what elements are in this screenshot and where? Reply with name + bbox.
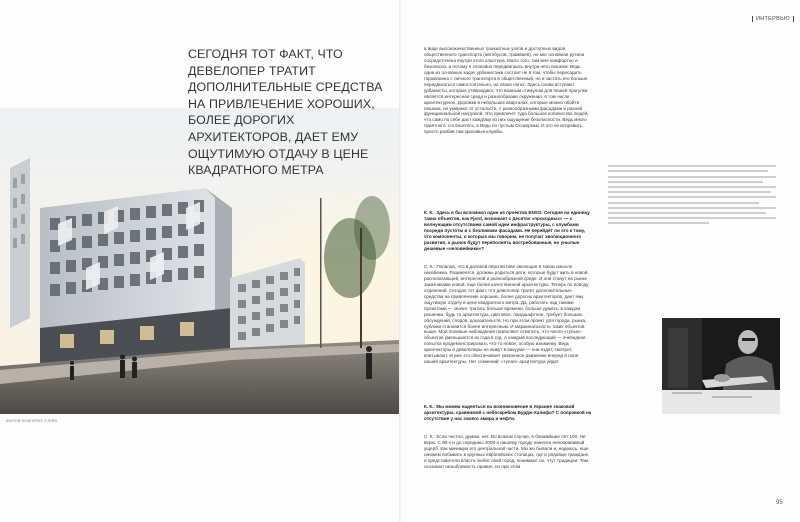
text-line bbox=[608, 222, 709, 224]
interviewee-portrait bbox=[662, 318, 780, 414]
article-column-right bbox=[608, 162, 776, 227]
text-line bbox=[608, 176, 776, 178]
interview-question: К. К.: Здесь я бы вспомнил один из проектов ENSO. Сегодня на единицу таких объектов, как Fjord, возникает с десяток «проходных» — с волнующим отсутствием самой идеи инфраструктуры, с клумбами посреди пустоты и с безликими фасадами. Не перейдет ли это к тому, что компоненты, о которых мы говорим, не получат эволюционного развития, а рынок будут переполнять востребованные, но унылые дешевые «человейники»? bbox=[424, 210, 590, 251]
page-spine bbox=[399, 0, 401, 522]
text-line bbox=[608, 170, 768, 172]
text-line bbox=[608, 202, 759, 204]
paragraph: в виде высококачественных транзитных узлов и доступных видов общественного транспорта (автобусов, трамваев), но мог основная рутина сосредоточена внутри этого кластера. Мало того, там мне комфортно и безопасно, и потому я спокойно передвигаюсь внутри него пешком. Ведь одна из основных задач урбанистики состоит не в том, чтобы пересадить горожанина с личного транспорта в общественный, но и застать его больше передвигаться самостоятельно, на своих ногах. Здесь снова вступают урбанисты, которые утверждают, что важным стимулом для пешей прогулки является интересная среда и разнообразие окружения, в том числе архитектурное. Дорожки в небольших кварталах, которые можно обойти пешком, не умирают от усталости, с разнообразными фасадами и разной функциональной нагрузкой. Это привлечет туда большое количество людей, что само по себе даст каждому из них ощущение безопасности. Ведь много приятного, согласитесь, в Ведь по пустым Осокоркам. И это не исправить, просто разбив там красивые клумбы. bbox=[424, 46, 589, 135]
photo-caption: ЖИЛОЙ КОМПЛЕКС FJORD bbox=[6, 419, 58, 423]
section-tag: ИНТЕРВЬЮ bbox=[752, 16, 794, 22]
text-line bbox=[608, 217, 776, 219]
text-line bbox=[608, 191, 771, 193]
text-line bbox=[608, 181, 763, 183]
page-number: 95 bbox=[776, 500, 783, 506]
text-line bbox=[608, 207, 776, 209]
article-column-left bbox=[424, 46, 592, 488]
text-line bbox=[608, 186, 776, 188]
text-line bbox=[608, 165, 776, 167]
interview-answer: С. К.: Полагаю, что в далекой перспективе эволюция в таком смысле неизбежна. Разумеется, должны родиться дети, которые будут жить в новой, располагающей, интересной и разнообразной среде. И они станут на рынке заказчиками новой, еще более качественной архитектуры. Теперь по поводу отделений. Сегодня тот факт, что девелопер тратит дополнительные средства на привлечение хороших, более дорогих архитекторов, дает ему ощутимую отдачу в цене квадратного метра. Да, работать над такими проектами — значит тратить больше времени, больше думать, в каждом решении, будь то архитектура, цветовое, ландшафтное, требует больших обсуждений, споров, доказательств. Но при этом проект для города, рынка, публики становится более интересным. И маржинальность таких объектов выше. Мои полевые наблюдения позволяют отметить, что число «тупых» объектов уменьшается из года в год. А каждый последующий — очевидная попытка продемонстрировать что-то новое, особую изюминку. Ведь архитекторы и девелоперы не живут в вакууме — они ездят, смотрят, впитывают. И уже это обеспечивает уверенное движение вперед в поле нашей архитектуры. Нет сомнений: «тупая» архитектура уйдет. bbox=[424, 264, 589, 365]
pull-quote: СЕГОДНЯ ТОТ ФАКТ, ЧТО ДЕВЕЛОПЕР ТРАТИТ ДОПОЛНИТЕЛЬНЫЕ СРЕДСТВА НА ПРИВЛЕЧЕНИЕ ХОРОШИХ, БОЛЕЕ ДОРОГИХ АРХИТЕКТОРОВ, ДАЕТ ЕМУ ОЩУТИМУЮ ОТДАЧУ В ЦЕНЕ КВАДРАТНОГО МЕТРА bbox=[188, 47, 383, 178]
text-line bbox=[608, 212, 766, 214]
interview-answer: С. К.: Если честно, думаю, нет. Во всяком случае, в ближайшие лет 100. Не верю. С 90-х и до середины 2000-х нашему городу нанесен непоправимый ущерб. Как минимум его центральной части. Мы же бывали и, надеюсь, еще сможем побывать в крупных европейских столицах, где и рядовые граждане, и представители власти любят свой город, понимают их, чтут традиции. Там осознают незыблемость правил, но при этом bbox=[424, 434, 590, 469]
text-line bbox=[608, 196, 776, 198]
interview-question: К. К.: Мы можем надеяться на возникновение в Украине знаковой архитектуры, сравнимой с небоскребом Бурдж-Халифа? С поправкой на отсутствие у нас своего эмира и нефти. bbox=[424, 404, 592, 421]
